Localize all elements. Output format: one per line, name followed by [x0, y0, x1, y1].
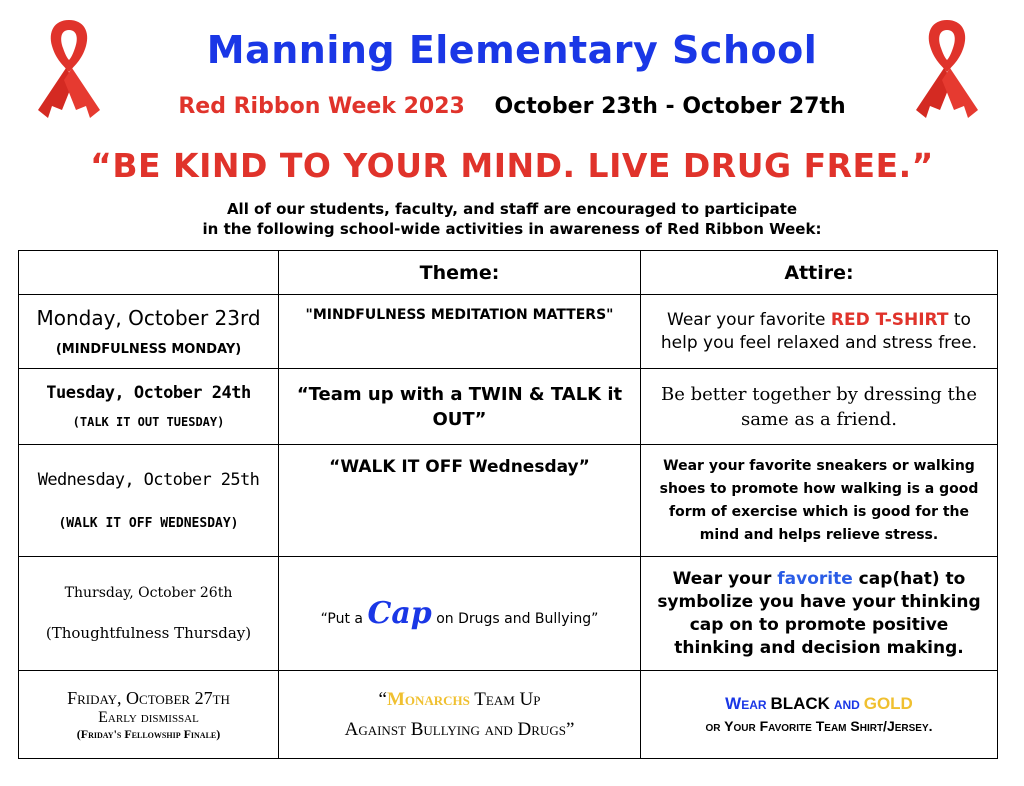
- day-name: Thursday, October 26th: [64, 585, 233, 601]
- attire-highlight: RED T-SHIRT: [830, 309, 949, 330]
- header-blank-cell: [19, 251, 279, 295]
- attire-text: Wear your: [672, 568, 778, 589]
- day-label: (WALK IT OFF WEDNESDAY): [58, 516, 239, 531]
- schedule-table: [18, 250, 998, 759]
- theme-text: “: [378, 688, 387, 710]
- attire-text: or Your Favorite Team Shirt/Jersey.: [705, 717, 933, 734]
- page-title: Manning Elementary School: [206, 28, 818, 72]
- attire-cell: [641, 557, 998, 671]
- intro-line-2: in the following school-wide activities in awareness of Red Ribbon Week:: [202, 220, 822, 238]
- day-label: (Thoughtfulness Thursday): [45, 624, 252, 642]
- attire-cell: [641, 295, 998, 369]
- attire-text: Wear your favorite: [667, 309, 831, 330]
- theme-text: “Put a: [320, 611, 368, 627]
- theme-cap-word: Cap: [367, 596, 432, 631]
- table-row: [19, 295, 998, 369]
- table-header-row: [19, 251, 998, 295]
- day-cell: [19, 671, 279, 759]
- event-name: Red Ribbon Week 2023: [178, 94, 465, 119]
- day-name: Friday, October 27th: [67, 687, 230, 708]
- table-row: [19, 557, 998, 671]
- intro-line-1: All of our students, faculty, and staff are encouraged to participate: [226, 200, 798, 218]
- table-row: [19, 671, 998, 759]
- attire-cell: Wear your favorite sneakers or walking shoes to promote how walking is a good form of exercise which is good for the mind and helps relieve stress.: [641, 445, 998, 557]
- day-cell: [19, 369, 279, 445]
- attire-color-black: BLACK: [770, 693, 830, 713]
- day-name: Wednesday, October 25th: [37, 470, 260, 490]
- day-label: (TALK IT OUT TUESDAY): [72, 415, 225, 429]
- attire-text: and: [833, 693, 860, 713]
- day-label: (Friday's Fellowship Finale): [76, 726, 221, 741]
- table-row: [19, 445, 998, 557]
- day-note: Early dismissal: [98, 708, 199, 726]
- theme-text: Against Bullying and Drugs”: [344, 718, 575, 740]
- day-label: (MINDFULNESS MONDAY): [55, 342, 242, 357]
- theme-team-word: Monarchs: [386, 688, 470, 710]
- attire-cell: [641, 671, 998, 759]
- day-name: Tuesday, October 24th: [46, 383, 251, 403]
- theme-cell: [279, 557, 641, 671]
- slogan: “BE KIND TO YOUR MIND. LIVE DRUG FREE.”: [90, 146, 934, 185]
- day-name: Monday, October 23rd: [36, 306, 261, 330]
- theme-cell: “Team up with a TWIN & TALK it OUT”: [279, 369, 641, 445]
- attire-text: cap(hat) to symbolize you have your thinking cap on to promote positive thinking and decision making.: [657, 568, 981, 658]
- intro-text: [0, 199, 1024, 239]
- header-attire: Attire:: [641, 251, 998, 295]
- day-cell: [19, 295, 279, 369]
- theme-cell: [279, 671, 641, 759]
- header-theme: Theme:: [279, 251, 641, 295]
- day-cell: [19, 445, 279, 557]
- theme-cell: "MINDFULNESS MEDITATION MATTERS": [279, 295, 641, 369]
- event-dates: October 23th - October 27th: [494, 94, 846, 119]
- attire-cell: Be better together by dressing the same as a friend.: [641, 369, 998, 445]
- theme-cell: “WALK IT OFF Wednesday”: [279, 445, 641, 557]
- table-row: [19, 369, 998, 445]
- attire-text: to help you feel relaxed and stress free.: [660, 309, 978, 353]
- attire-color-gold: GOLD: [863, 693, 913, 713]
- attire-highlight: favorite: [777, 568, 853, 589]
- theme-text: Team Up: [469, 688, 541, 710]
- subtitle: [0, 94, 1024, 119]
- day-cell: [19, 557, 279, 671]
- theme-text: on Drugs and Bullying”: [431, 611, 599, 627]
- attire-text: Wear: [725, 693, 767, 713]
